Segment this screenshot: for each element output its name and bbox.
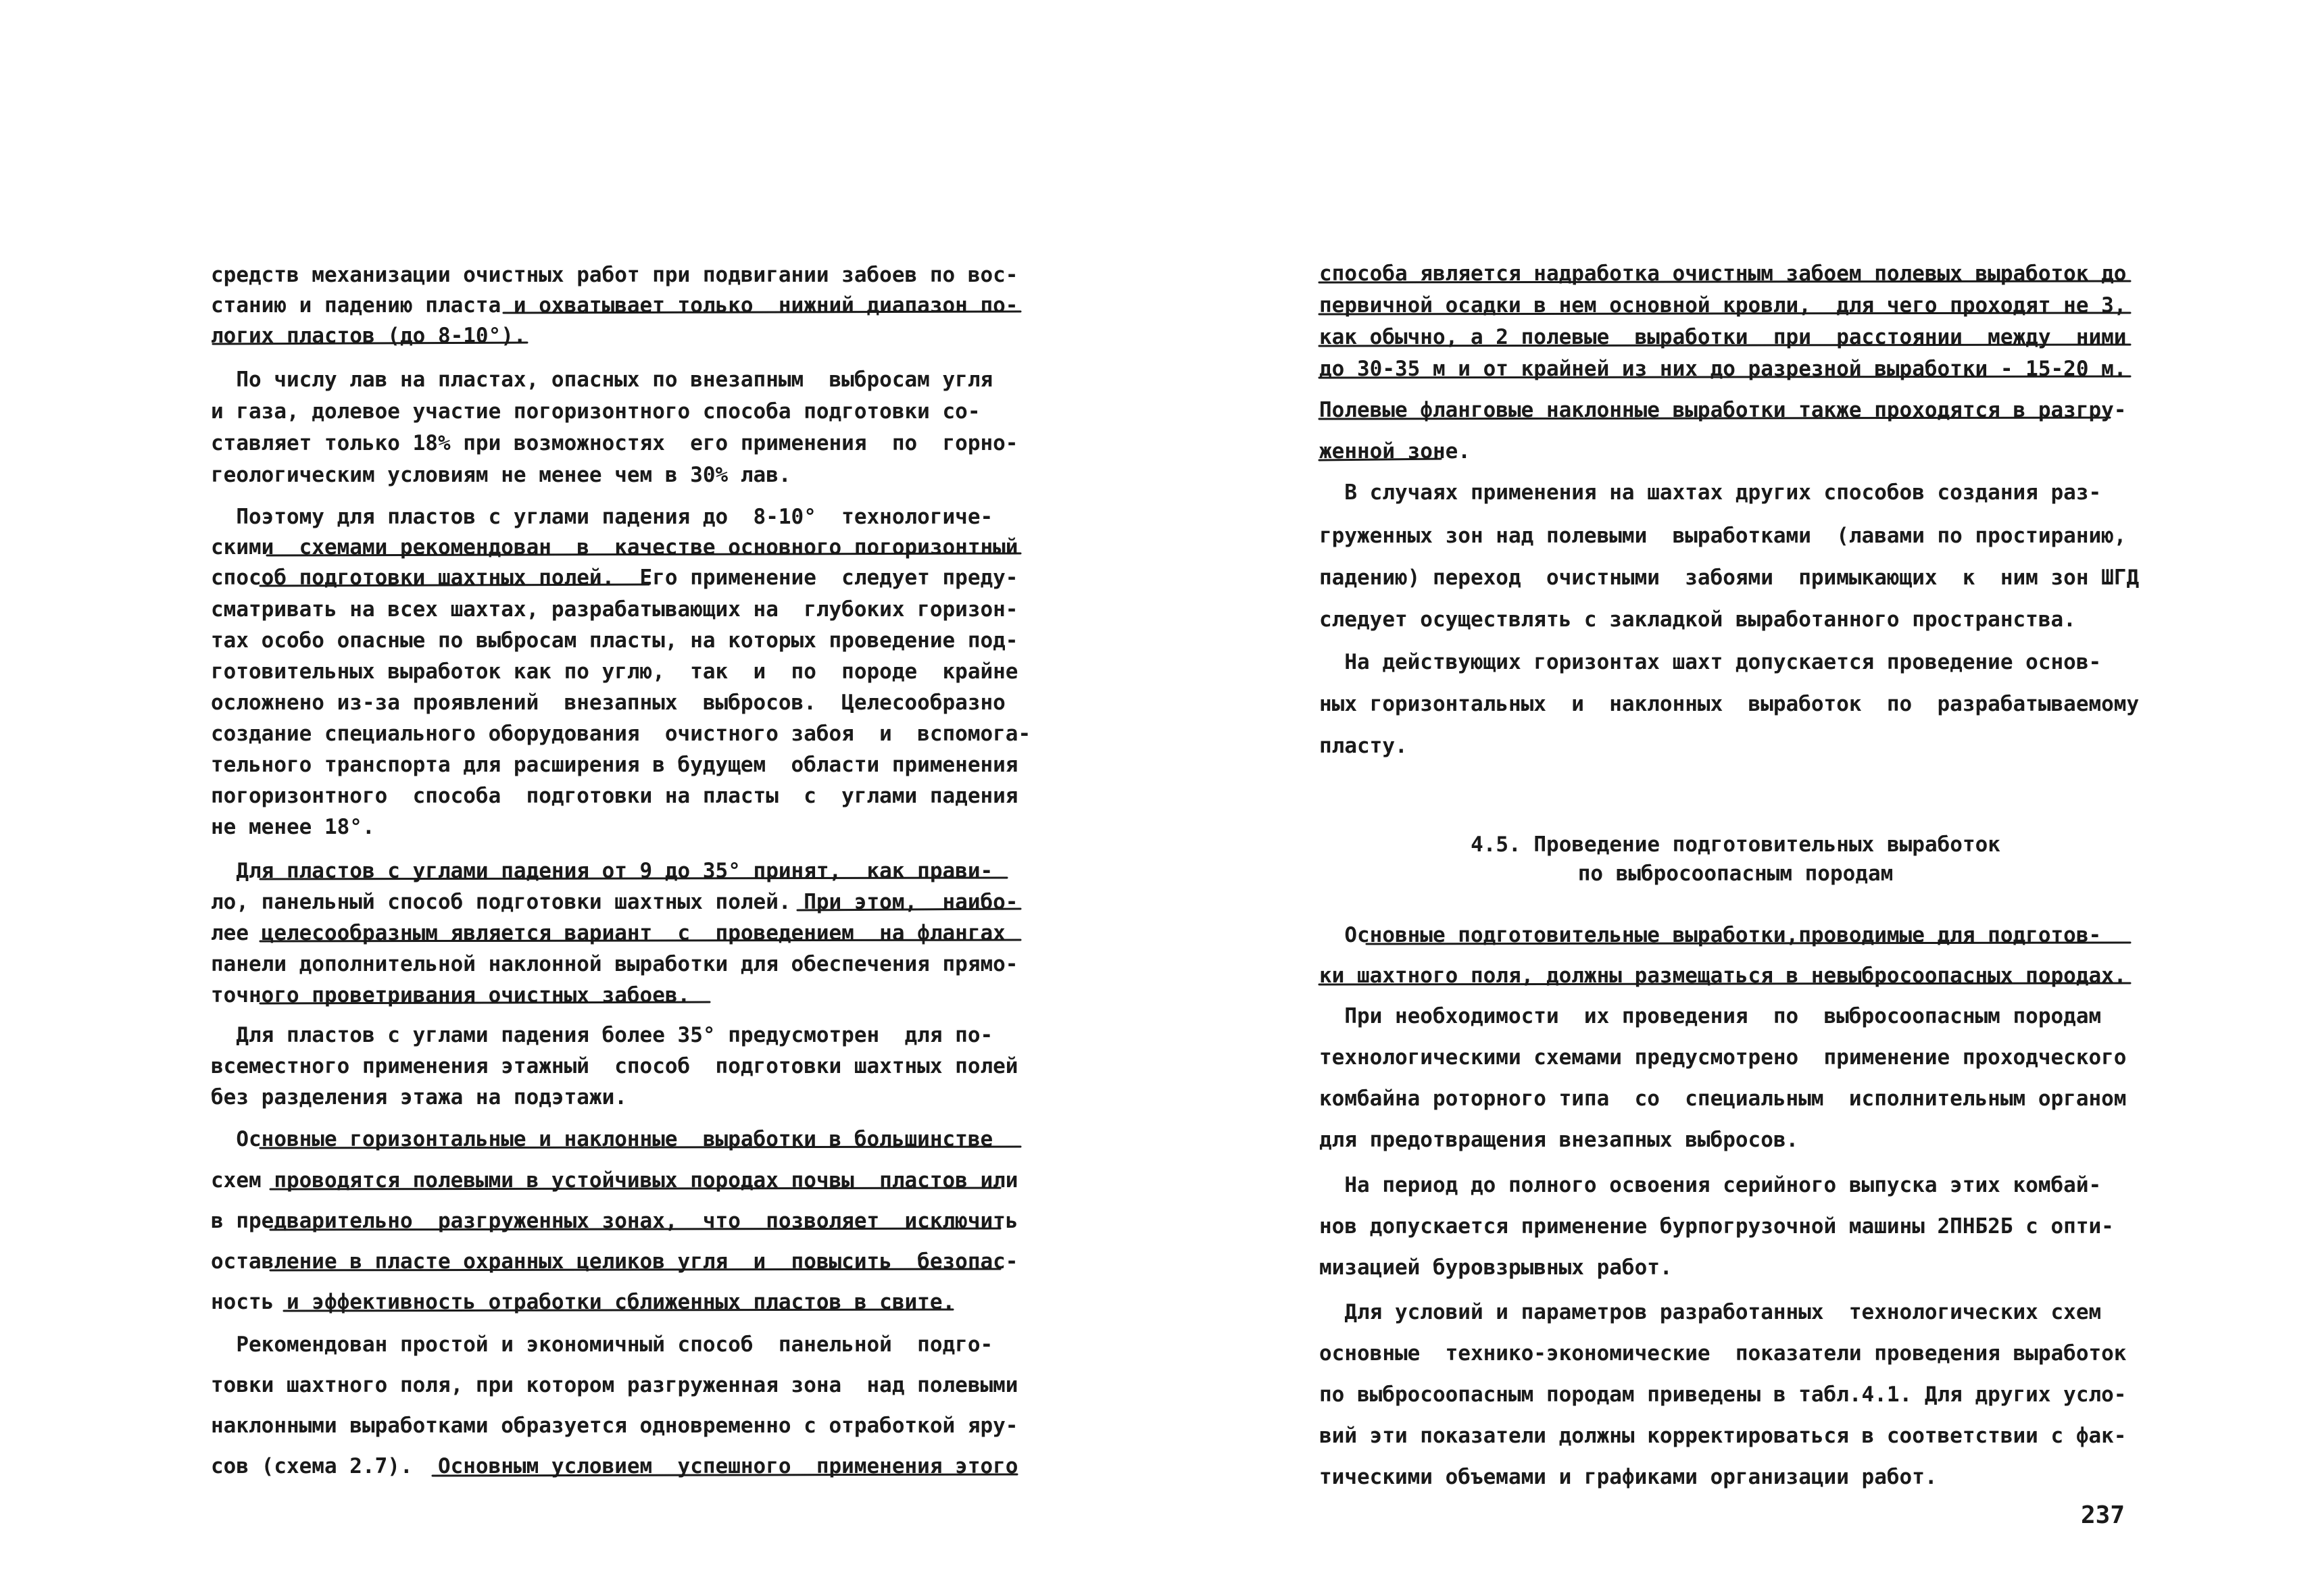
text-line: следует осуществлять с закладкой выработанного пространства. <box>1319 607 2076 632</box>
text-line: готовительных выработок как по углю, так и по породе крайне <box>211 659 1018 684</box>
text-line: геологическим условиям не менее чем в 30% лав. <box>211 463 791 487</box>
text-line: панели дополнительной наклонной выработки для обеспечения прямо- <box>211 952 1018 976</box>
text-line: схем проводятся полевыми в устойчивых породах почвы пластов или <box>211 1168 1018 1193</box>
text-line: Для пластов с углами падения от 9 до 35° принят, как прави- <box>211 859 993 883</box>
text-line: для предотвращения внезапных выбросов. <box>1319 1128 1799 1152</box>
text-line: товки шахтного поля, при котором разгруженная зона над полевыми <box>211 1373 1018 1397</box>
text-line: При необходимости их проведения по выбросоопасным породам <box>1319 1004 2102 1028</box>
text-line: погоризонтного способа подготовки на пласты с углами падения <box>211 784 1018 808</box>
text-line: наклонными выработками образуется одновременно с отработкой яру- <box>211 1414 1018 1438</box>
text-line: способ подготовки шахтных полей. Его применение следует преду- <box>211 566 1018 590</box>
section-heading-line2: по выбросоопасным породам <box>1577 862 1894 886</box>
text-line: ло, панельный способ подготовки шахтных полей. При этом, наибо- <box>211 890 1018 914</box>
text-line: способа является надработка очистным забоем полевых выработок до <box>1319 261 2127 286</box>
text-line: Рекомендован простой и экономичный способ панельной подго- <box>211 1332 993 1357</box>
text-line: ставляет только 18% при возможностях его применения по горно- <box>211 431 1018 455</box>
text-line: вий эти показатели должны корректироваться в соответствии с фак- <box>1319 1424 2127 1448</box>
text-line: ных горизонтальных и наклонных выработок по разрабатываемому <box>1319 692 2140 716</box>
text-line: На действующих горизонтах шахт допускается проведение основ- <box>1319 650 2102 674</box>
text-line: Основные подготовительные выработки,проводимые для подготов- <box>1319 923 2102 947</box>
text-line: всеместного применения этажный способ подготовки шахтных полей <box>211 1054 1018 1078</box>
text-line: комбайна роторного типа со специальным исполнительным органом <box>1319 1087 2127 1111</box>
text-line: тах особо опасные по выбросам пласты, на которых проведение под- <box>211 628 1018 653</box>
text-line: ность и эффективность отработки сближенных пластов в свите. <box>211 1290 956 1314</box>
text-line: без разделения этажа на подэтажи. <box>211 1085 627 1109</box>
text-line: средств механизации очистных работ при подвигании забоев по вос- <box>211 263 1018 287</box>
text-line: логих пластов (до 8-10°). <box>211 324 526 348</box>
text-line: как обычно, а 2 полевые выработки при расстоянии между ними <box>1319 325 2127 349</box>
text-line: и газа, долевое участие погоризонтного способа подготовки со- <box>211 399 981 424</box>
text-line: На период до полного освоения серийного выпуска этих комбай- <box>1319 1173 2102 1197</box>
text-line: Полевые фланговые наклонные выработки также проходятся в разгру- <box>1319 398 2127 422</box>
text-line: в предварительно разгруженных зонах, что позволяет исключить <box>211 1209 1018 1233</box>
text-line: тельного транспорта для расширения в будущем области применения <box>211 753 1018 777</box>
text-line: оставление в пласте охранных целиков угля и повысить безопас- <box>211 1249 1018 1274</box>
text-line: осложнено из-за проявлений внезапных выбросов. Целесообразно <box>211 691 1006 715</box>
text-line: станию и падению пласта и охватывает только нижний диапазон по- <box>211 293 1018 318</box>
text-line: падению) переход очистными забоями примыкающих к ним зон ШГД <box>1319 566 2140 590</box>
text-line: не менее 18°. <box>211 815 375 839</box>
text-line: по выбросоопасным породам приведены в табл.4.1. Для других усло- <box>1319 1382 2127 1407</box>
text-line: технологическими схемами предусмотрено применение проходческого <box>1319 1045 2127 1070</box>
text-line: сматривать на всех шахтах, разрабатывающих на глубоких горизон- <box>211 597 1018 622</box>
text-line: Основные горизонтальные и наклонные выработки в большинстве <box>211 1127 993 1151</box>
text-line: лее целесообразным является вариант с проведением на флангах <box>211 921 1006 945</box>
text-line: груженных зон над полевыми выработками (лавами по простиранию, <box>1319 524 2127 548</box>
text-line: нов допускается применение бурпогрузочной машины 2ПНБ2Б с опти- <box>1319 1214 2114 1239</box>
text-line: По числу лав на пластах, опасных по внезапным выбросам угля <box>211 368 993 392</box>
text-line: тическими объемами и графиками организации работ. <box>1319 1465 1938 1489</box>
text-line: ки шахтного поля, должны размещаться в невыбросоопасных породах. <box>1319 964 2127 988</box>
section-heading: 4.5. Проведение подготовительных выработок <box>1471 832 2000 857</box>
text-line: создание специального оборудования очистного забоя и вспомога- <box>211 722 1031 746</box>
text-line: женной зоне. <box>1319 439 1471 464</box>
text-line: пласту. <box>1319 734 1408 758</box>
text-line: Поэтому для пластов с углами падения до 8-10° технологиче- <box>211 505 993 529</box>
text-line: Для условий и параметров разработанных технологических схем <box>1319 1300 2102 1324</box>
text-line: мизацией буровзрывных работ. <box>1319 1255 1673 1280</box>
text-line: Для пластов с углами падения более 35° предусмотрен для по- <box>211 1023 993 1047</box>
page-number: 237 <box>2080 1501 2125 1529</box>
text-line: первичной осадки в нем основной кровли, для чего проходят не 3, <box>1319 293 2127 318</box>
text-line: точного проветривания очистных забоев. <box>211 983 691 1007</box>
text-line: сов (схема 2.7). Основным условием успешного применения этого <box>211 1454 1018 1478</box>
text-line: основные технико-экономические показатели проведения выработок <box>1319 1341 2127 1366</box>
right-page <box>1157 0 2314 1596</box>
text-line: В случаях применения на шахтах других способов создания раз- <box>1319 480 2102 505</box>
text-line: до 30-35 м и от крайней из них до разрезной выработки - 15-20 м. <box>1319 357 2127 381</box>
text-line: скими схемами рекомендован в качестве основного погоризонтный <box>211 535 1018 559</box>
